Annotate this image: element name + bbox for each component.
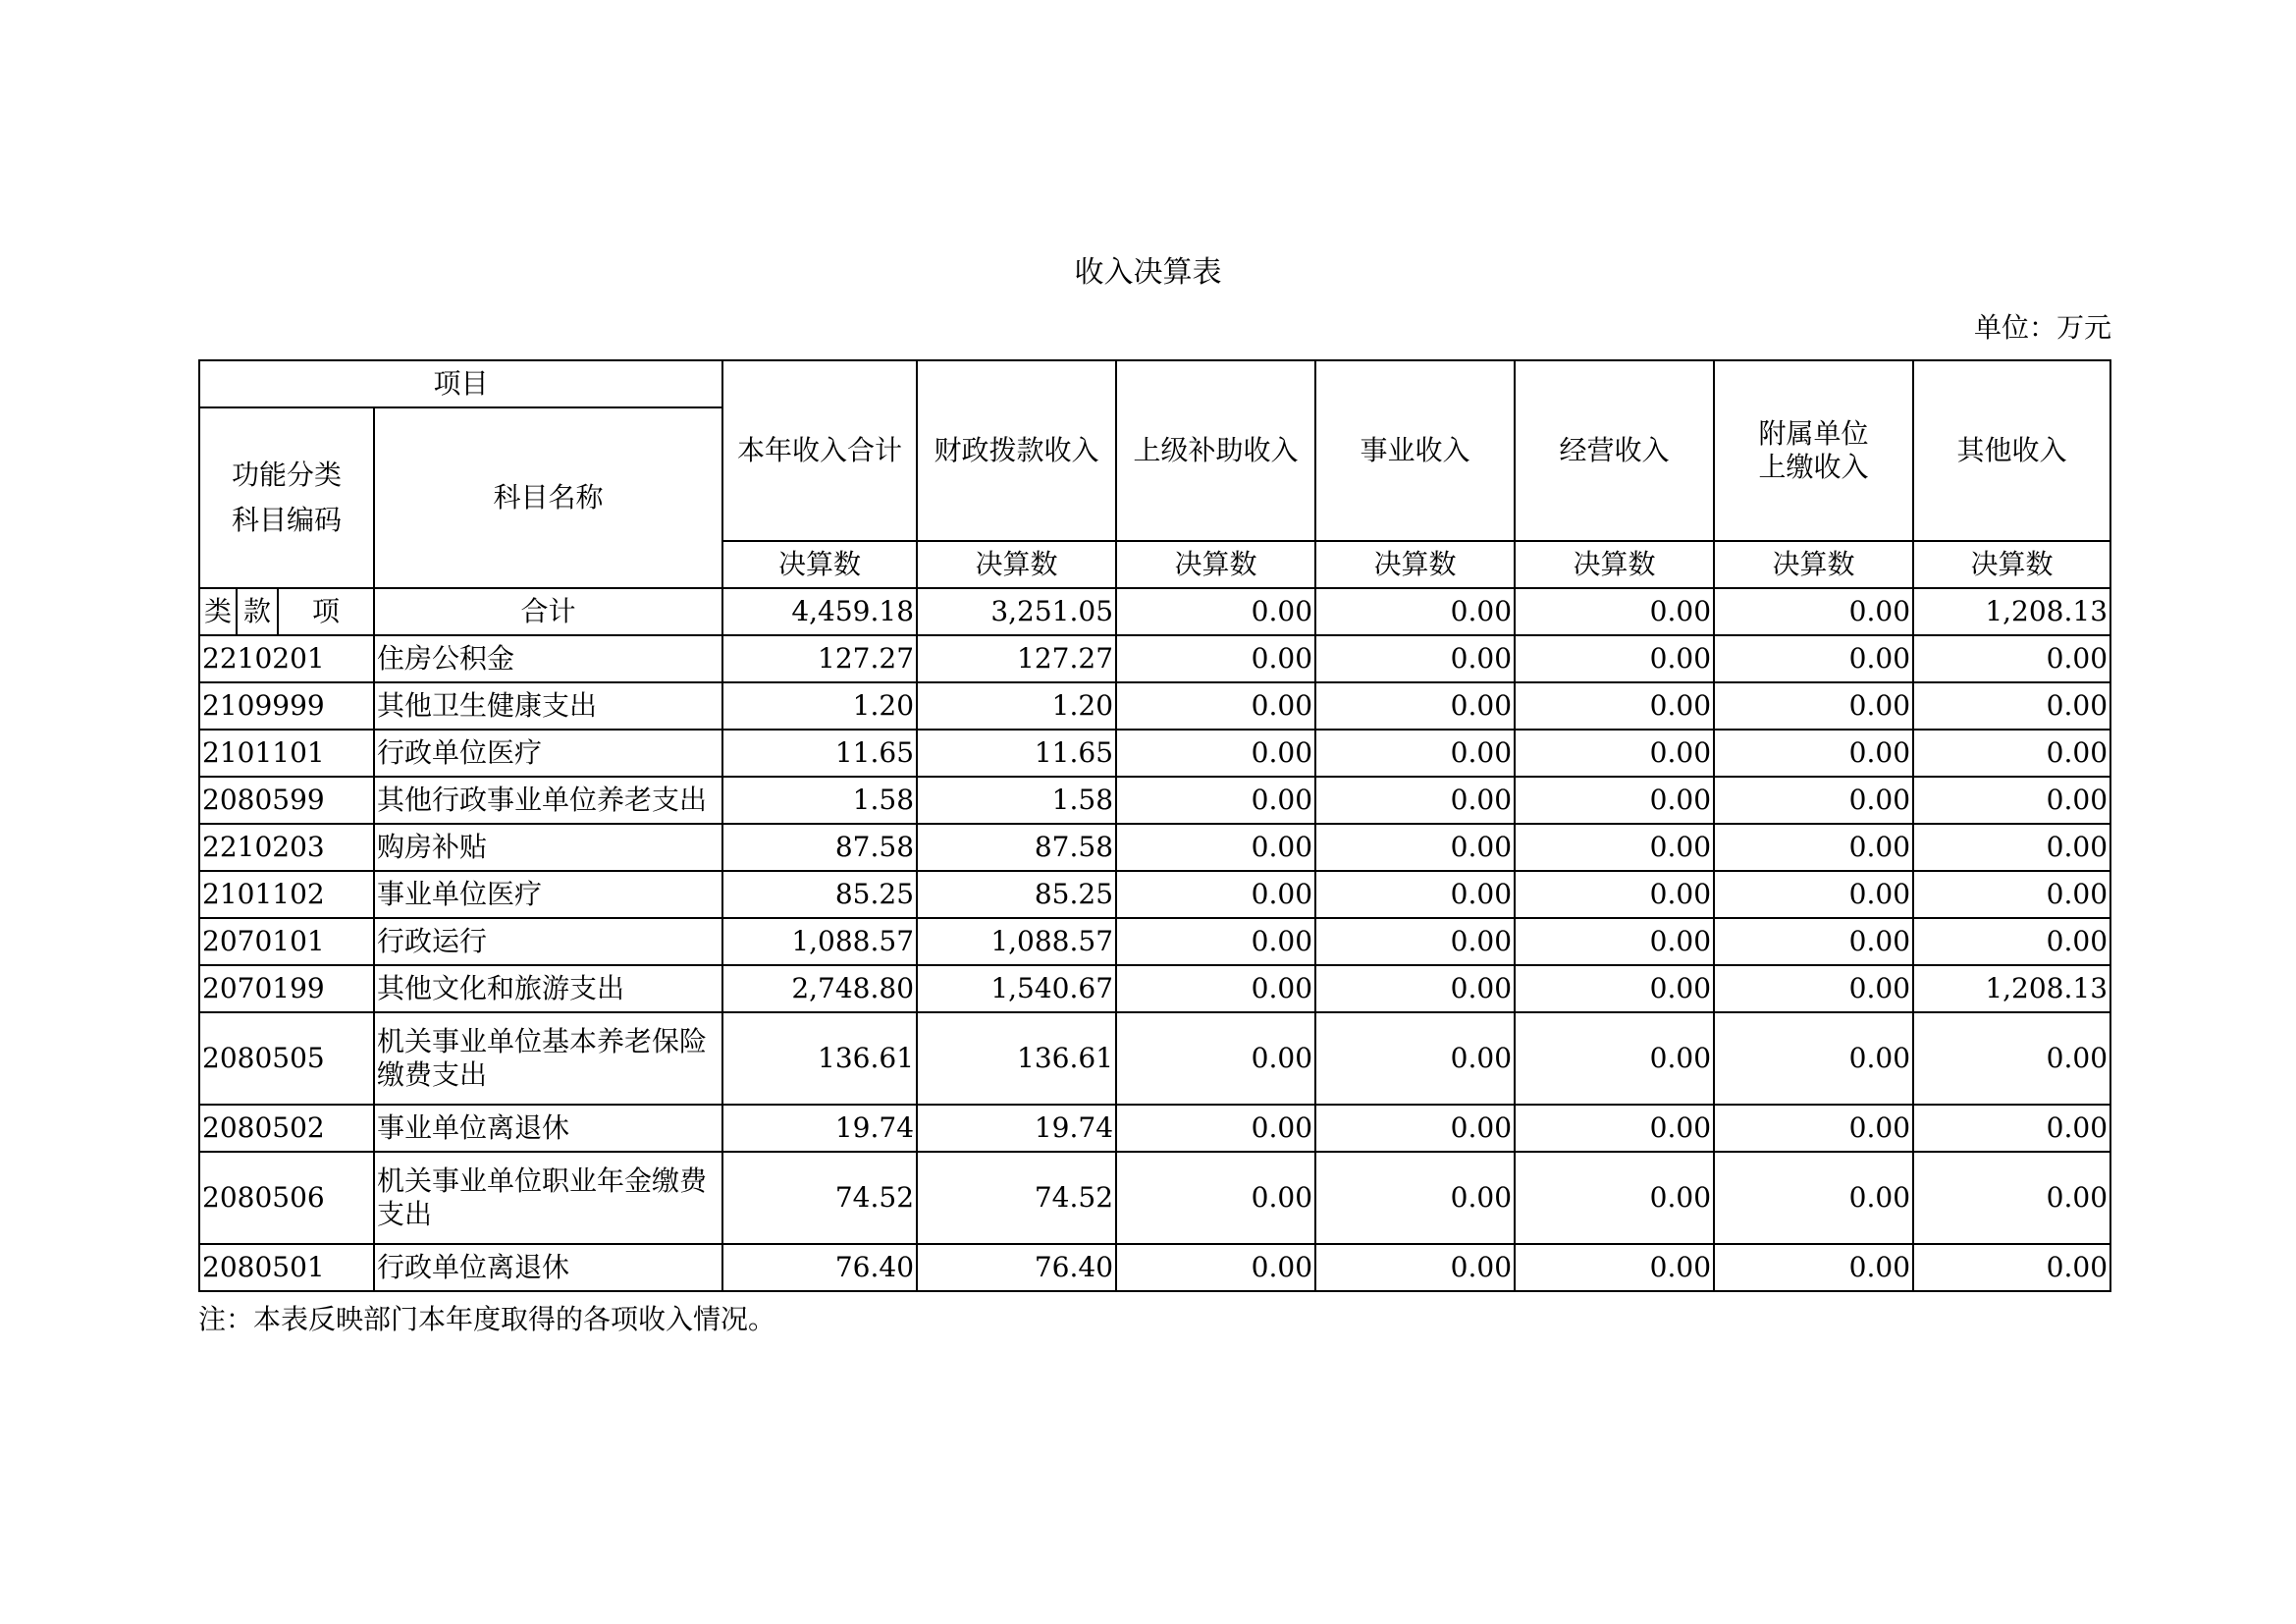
row-value: 85.25	[722, 871, 917, 918]
row-code: 2080599	[199, 777, 374, 824]
table-row	[199, 824, 2110, 871]
row-value: 0.00	[1116, 824, 1315, 871]
row-name: 机关事业单位基本养老保险缴费支出	[374, 1012, 722, 1105]
footnote: 注：本表反映部门本年度取得的各项收入情况。	[198, 1303, 776, 1335]
unit-label: 单位：万元	[1973, 311, 2111, 344]
row-value: 0.00	[1116, 682, 1315, 730]
row-value: 0.00	[1515, 730, 1714, 777]
row-name: 购房补贴	[374, 824, 722, 871]
row-value: 0.00	[1714, 1244, 1913, 1291]
row-value: 19.74	[917, 1105, 1116, 1152]
header-project: 项目	[199, 360, 722, 407]
row-value: 0.00	[1116, 777, 1315, 824]
row-code: 2080506	[199, 1152, 374, 1244]
table-row	[199, 1244, 2110, 1291]
row-value: 0.00	[1913, 1105, 2110, 1152]
header-col-1: 财政拨款收入	[917, 360, 1116, 541]
sub-header: 决算数	[1714, 541, 1913, 588]
total-value: 0.00	[1714, 588, 1913, 635]
row-value: 0.00	[1315, 1105, 1515, 1152]
row-value: 0.00	[1515, 1244, 1714, 1291]
row-value: 1,208.13	[1913, 965, 2110, 1012]
header-col-3: 事业收入	[1315, 360, 1515, 541]
row-name: 其他行政事业单位养老支出	[374, 777, 722, 824]
total-value: 0.00	[1515, 588, 1714, 635]
row-value: 0.00	[1714, 635, 1913, 682]
row-value: 1,088.57	[917, 918, 1116, 965]
row-value: 74.52	[917, 1152, 1116, 1244]
total-value: 0.00	[1315, 588, 1515, 635]
row-value: 0.00	[1515, 965, 1714, 1012]
row-value: 0.00	[1315, 682, 1515, 730]
row-value: 76.40	[917, 1244, 1116, 1291]
row-code: 2210201	[199, 635, 374, 682]
row-value: 1,540.67	[917, 965, 1116, 1012]
header-func-code: 功能分类 科目编码	[199, 407, 374, 588]
table-row	[199, 777, 2110, 824]
row-value: 0.00	[1315, 777, 1515, 824]
row-value: 1,088.57	[722, 918, 917, 965]
row-value: 0.00	[1913, 918, 2110, 965]
row-value: 74.52	[722, 1152, 917, 1244]
row-value: 0.00	[1515, 918, 1714, 965]
lei-kuan-xiang	[200, 589, 373, 634]
row-value: 0.00	[1714, 1105, 1913, 1152]
row-code: 2070199	[199, 965, 374, 1012]
row-value: 0.00	[1714, 1012, 1913, 1105]
table-row	[199, 871, 2110, 918]
row-value: 0.00	[1315, 918, 1515, 965]
row-value: 0.00	[1515, 635, 1714, 682]
row-value: 1.20	[722, 682, 917, 730]
page-title: 收入决算表	[1074, 255, 1222, 290]
total-label: 合计	[374, 588, 722, 635]
row-value: 87.58	[722, 824, 917, 871]
row-code: 2210203	[199, 824, 374, 871]
row-value: 0.00	[1714, 682, 1913, 730]
row-name: 行政运行	[374, 918, 722, 965]
header-col-0: 本年收入合计	[722, 360, 917, 541]
total-value: 0.00	[1116, 588, 1315, 635]
row-value: 0.00	[1913, 777, 2110, 824]
row-value: 0.00	[1116, 871, 1315, 918]
row-value: 0.00	[1913, 730, 2110, 777]
table-row	[199, 635, 2110, 682]
header-col-4: 经营收入	[1515, 360, 1714, 541]
table-row	[199, 965, 2110, 1012]
row-name: 住房公积金	[374, 635, 722, 682]
row-value: 0.00	[1515, 1012, 1714, 1105]
row-value: 85.25	[917, 871, 1116, 918]
row-value: 2,748.80	[722, 965, 917, 1012]
row-value: 0.00	[1913, 824, 2110, 871]
row-code: 2070101	[199, 918, 374, 965]
row-value: 11.65	[722, 730, 917, 777]
row-value: 76.40	[722, 1244, 917, 1291]
row-value: 0.00	[1714, 965, 1913, 1012]
header-col-6: 其他收入	[1913, 360, 2110, 541]
row-value: 0.00	[1116, 918, 1315, 965]
row-value: 1.20	[917, 682, 1116, 730]
sub-header: 决算数	[722, 541, 917, 588]
row-value: 0.00	[1315, 1152, 1515, 1244]
row-code: 2109999	[199, 682, 374, 730]
row-value: 0.00	[1116, 730, 1315, 777]
row-value: 0.00	[1714, 871, 1913, 918]
row-value: 1.58	[722, 777, 917, 824]
header-col-5: 附属单位 上缴收入	[1714, 360, 1913, 541]
sub-header: 决算数	[1116, 541, 1315, 588]
table-row	[199, 1152, 2110, 1244]
row-value: 19.74	[722, 1105, 917, 1152]
row-value: 0.00	[1315, 635, 1515, 682]
row-name: 机关事业单位职业年金缴费支出	[374, 1152, 722, 1244]
row-value: 0.00	[1515, 777, 1714, 824]
row-value: 0.00	[1714, 918, 1913, 965]
row-value: 0.00	[1116, 1105, 1315, 1152]
row-name: 事业单位医疗	[374, 871, 722, 918]
header-kuan: 款	[238, 589, 279, 634]
row-name: 其他文化和旅游支出	[374, 965, 722, 1012]
table-row	[199, 682, 2110, 730]
row-value: 127.27	[722, 635, 917, 682]
row-value: 0.00	[1515, 682, 1714, 730]
row-value: 0.00	[1315, 824, 1515, 871]
table-row	[199, 1105, 2110, 1152]
header-subject-name: 科目名称	[374, 407, 722, 588]
sub-header: 决算数	[1315, 541, 1515, 588]
row-value: 0.00	[1116, 1244, 1315, 1291]
row-code: 2101102	[199, 871, 374, 918]
row-value: 136.61	[917, 1012, 1116, 1105]
row-code: 2080501	[199, 1244, 374, 1291]
row-value: 0.00	[1714, 1152, 1913, 1244]
row-value: 0.00	[1714, 730, 1913, 777]
row-value: 0.00	[1714, 777, 1913, 824]
total-value: 3,251.05	[917, 588, 1116, 635]
total-value: 1,208.13	[1913, 588, 2110, 635]
header-col-2: 上级补助收入	[1116, 360, 1315, 541]
table-row	[199, 1012, 2110, 1105]
row-code: 2080502	[199, 1105, 374, 1152]
row-value: 0.00	[1515, 824, 1714, 871]
row-value: 0.00	[1315, 1012, 1515, 1105]
header-lei: 类	[200, 589, 238, 634]
row-value: 0.00	[1116, 1012, 1315, 1105]
row-value: 0.00	[1515, 1105, 1714, 1152]
row-value: 0.00	[1515, 1152, 1714, 1244]
row-value: 0.00	[1315, 730, 1515, 777]
row-value: 136.61	[722, 1012, 917, 1105]
row-value: 11.65	[917, 730, 1116, 777]
total-value: 4,459.18	[722, 588, 917, 635]
row-name: 行政单位医疗	[374, 730, 722, 777]
row-value: 0.00	[1116, 635, 1315, 682]
sub-header: 决算数	[917, 541, 1116, 588]
row-name: 事业单位离退休	[374, 1105, 722, 1152]
row-name: 其他卫生健康支出	[374, 682, 722, 730]
row-value: 0.00	[1913, 1244, 2110, 1291]
row-value: 87.58	[917, 824, 1116, 871]
row-value: 0.00	[1116, 965, 1315, 1012]
row-value: 1.58	[917, 777, 1116, 824]
row-value: 0.00	[1515, 871, 1714, 918]
sub-header: 决算数	[1515, 541, 1714, 588]
row-value: 127.27	[917, 635, 1116, 682]
row-code: 2101101	[199, 730, 374, 777]
row-value: 0.00	[1913, 1152, 2110, 1244]
row-value: 0.00	[1913, 1012, 2110, 1105]
row-code: 2080505	[199, 1012, 374, 1105]
row-value: 0.00	[1116, 1152, 1315, 1244]
row-value: 0.00	[1913, 635, 2110, 682]
row-value: 0.00	[1315, 1244, 1515, 1291]
row-value: 0.00	[1913, 682, 2110, 730]
income-table	[198, 359, 2111, 1292]
table-row	[199, 918, 2110, 965]
sub-header: 决算数	[1913, 541, 2110, 588]
row-name: 行政单位离退休	[374, 1244, 722, 1291]
row-value: 0.00	[1315, 965, 1515, 1012]
row-value: 0.00	[1315, 871, 1515, 918]
table-row	[199, 730, 2110, 777]
header-xiang: 项	[311, 595, 340, 627]
row-value: 0.00	[1714, 824, 1913, 871]
row-value: 0.00	[1913, 871, 2110, 918]
